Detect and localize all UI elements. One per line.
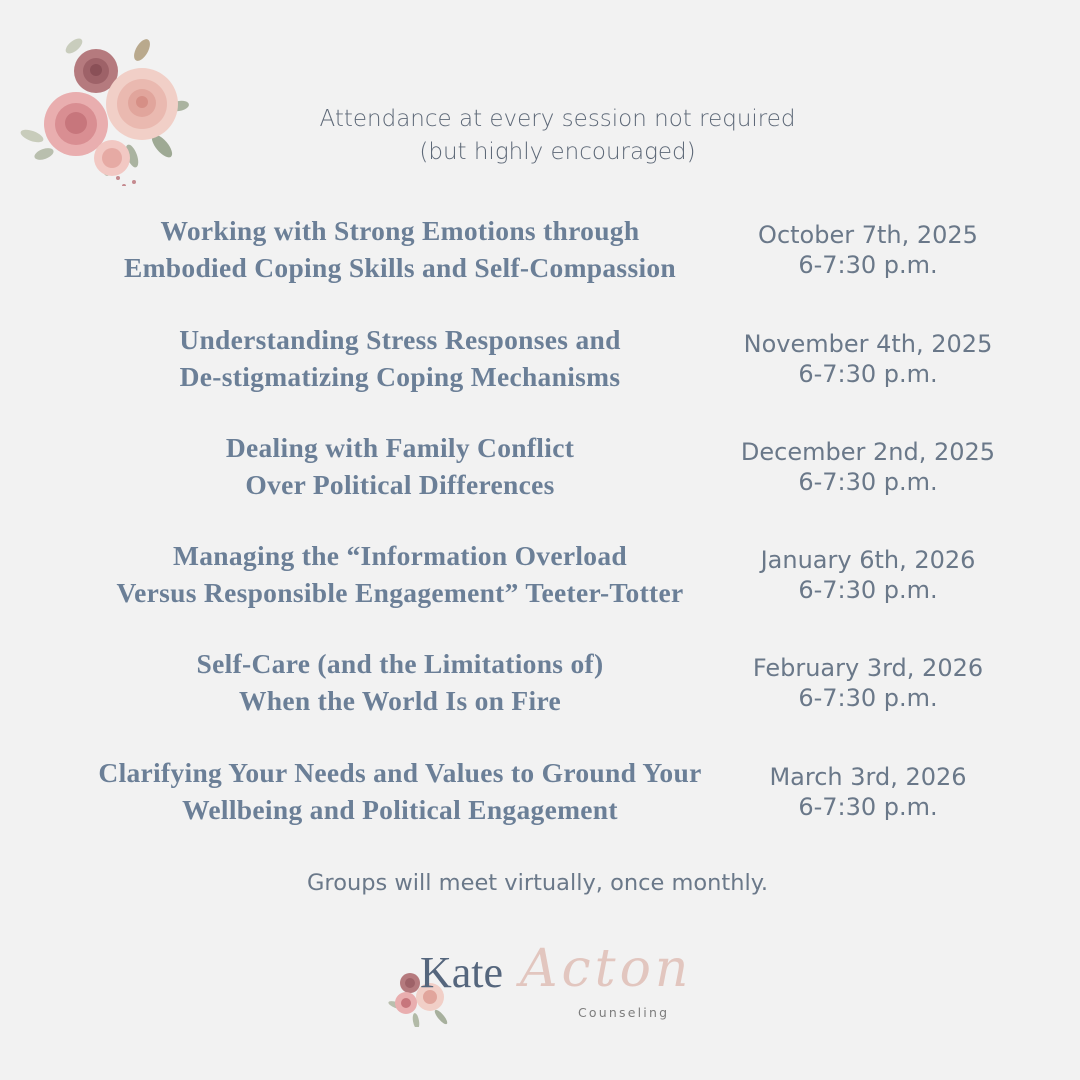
session-date: December 2nd, 2025 xyxy=(740,438,996,466)
session-title-line: When the World Is on Fire xyxy=(238,684,561,716)
meeting-note: Groups will meet virtually, once monthly. xyxy=(307,870,768,896)
session-row xyxy=(0,646,1080,726)
session-title-line: Clarifying Your Needs and Values to Ground Your xyxy=(98,757,702,788)
session-schedule xyxy=(718,329,1018,389)
session-time: 6-7:30 p.m. xyxy=(798,468,938,496)
session-title-line: Understanding Stress Responses and xyxy=(179,324,621,355)
session-time: 6-7:30 p.m. xyxy=(798,793,938,821)
logo-counseling-text: Counseling xyxy=(578,1005,670,1020)
session-title-line: Over Political Differences xyxy=(245,468,555,500)
session-schedule xyxy=(718,762,1018,822)
session-time: 6-7:30 p.m. xyxy=(798,684,938,712)
session-time: 6-7:30 p.m. xyxy=(798,251,938,279)
session-title-line: Wellbeing and Political Engagement xyxy=(182,793,618,825)
session-date: February 3rd, 2026 xyxy=(752,654,984,682)
session-title-line: De-stigmatizing Coping Mechanisms xyxy=(179,360,621,392)
attendance-line-1: Attendance at every session not required xyxy=(319,106,796,132)
session-date: November 4th, 2025 xyxy=(743,330,993,358)
attendance-note xyxy=(0,103,1080,169)
session-title xyxy=(60,430,740,503)
session-title-line: Versus Responsible Engagement” Teeter-Totter xyxy=(116,576,684,608)
session-title-line: Managing the “Information Overload xyxy=(172,540,627,571)
logo-kate-text: Kate xyxy=(420,948,504,997)
session-row xyxy=(0,213,1080,293)
session-title-line: Dealing with Family Conflict xyxy=(225,432,575,463)
session-title-line: Self-Care (and the Limitations of) xyxy=(196,648,604,679)
session-date: October 7th, 2025 xyxy=(758,221,978,249)
session-title-line: Working with Strong Emotions through xyxy=(160,215,640,246)
session-title xyxy=(60,646,740,719)
session-title-line: Embodied Coping Skills and Self-Compassion xyxy=(123,251,677,283)
session-row xyxy=(0,322,1080,402)
session-title xyxy=(60,322,740,395)
session-schedule xyxy=(718,220,1018,280)
session-row xyxy=(0,755,1080,835)
attendance-line-2: (but highly encouraged) xyxy=(419,139,696,165)
session-schedule xyxy=(718,545,1018,605)
logo-acton-script: Acton xyxy=(520,939,693,999)
session-schedule xyxy=(718,653,1018,713)
session-date: January 6th, 2026 xyxy=(760,546,976,574)
session-date: March 3rd, 2026 xyxy=(769,763,967,791)
session-title xyxy=(60,755,740,828)
session-row xyxy=(0,538,1080,618)
session-row xyxy=(0,430,1080,510)
session-title xyxy=(60,213,740,286)
session-schedule xyxy=(718,437,1018,497)
session-title xyxy=(60,538,740,611)
session-time: 6-7:30 p.m. xyxy=(798,360,938,388)
session-time: 6-7:30 p.m. xyxy=(798,576,938,604)
brand-logo xyxy=(386,935,726,1035)
